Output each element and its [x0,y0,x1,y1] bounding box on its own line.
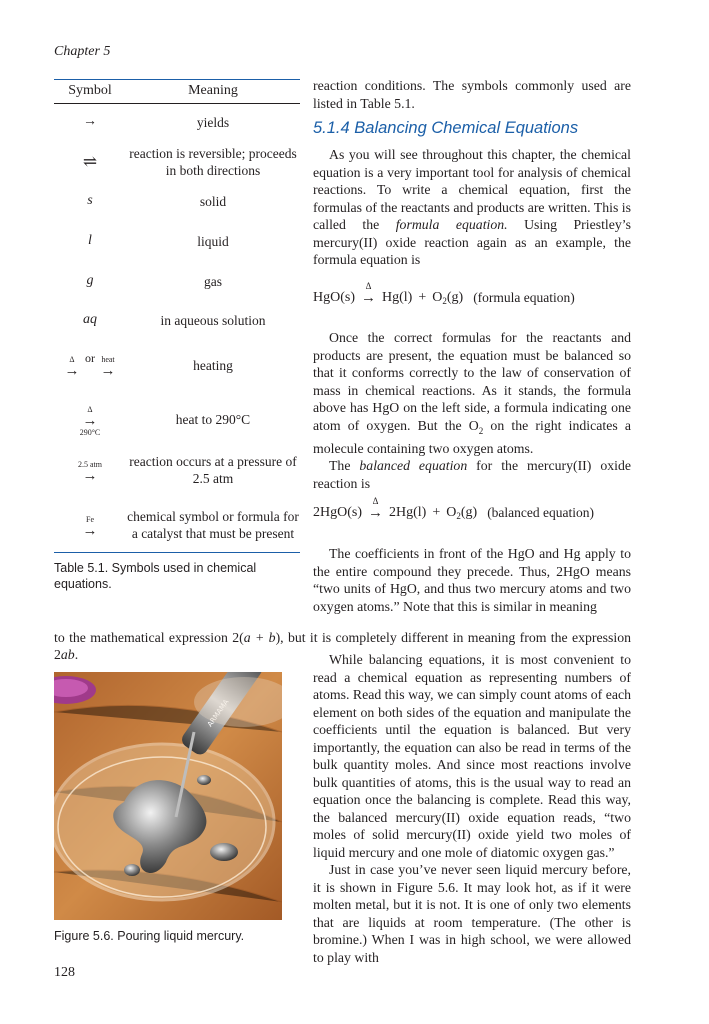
table-caption: Table 5.1. Symbols used in chemical equations. [54,561,257,591]
balanced-equation: 2HgO(s) Δ → 2Hg(l) + O $_2$ (g) (balanced equation) [313,496,595,521]
table-top-rule [54,79,300,80]
symbol-cell: aq [83,312,97,327]
paragraph-coefficients: The coefficients in front of the HgO and Hg apply to the entire compound they precede. Thus, 2HgO means “two units of HgO, and thus two mercury atoms and two oxygen atoms.” Note that this is similar in meaning [313,546,631,614]
symbol-cell: ⇌ [82,152,98,171]
table-row [54,399,300,439]
table-row [54,347,300,383]
intro-paragraph: reaction conditions. The symbols commonly used are listed in Table 5.1. [313,78,631,111]
meaning-cell: reaction occurs at a pressure of 2.5 atm [129,454,297,486]
table-row [54,190,300,212]
catalyst-arrow-symbol: Fe → [82,515,98,539]
symbol-cell: s [87,193,93,208]
table-header-symbol: Symbol [68,83,112,98]
table-row [54,309,300,331]
paragraph-moles: While balancing equations, it is most convenient to read a chemical equation as representing numbers of atoms. Read this way, we can simply count atoms of each element on both sides of the equation and manipulate the coefficients until the equation is balanced. But very importantly, the equation can also be read in terms of the bulk quantity moles. And since most reactions involve bulk quantities of atoms, this is the usual way to read an equation once the balancing is complete. Read this way, the balanced mercury(II) oxide equation reads, “two moles of solid mercury(II) oxide yield two moles of liquid mercury and one mole of diatomic oxygen gas.” Just in case you’ve never seen liquid mercury before, it is shown in Figure 5.6. It may look hot, as if it were molten metal, but it is not. It is one of only two elements that are liquids at room temperature. (The other is bromine.) When I was in high school, we were allowed to play with [313,652,631,965]
heat-label-arrow-symbol: heat → [100,355,116,379]
vial-label: ARMAMA [205,698,231,729]
paragraph-coefficients-wide: to the mathematical expression 2(a + b), but it is completely different in meaning from the expression 2ab. [54,629,632,663]
table-header-rule [54,103,300,104]
symbol-cell [54,511,126,539]
meaning-cell: solid [199,193,227,209]
meaning-cell: gas [204,273,222,289]
meaning-cell: heat to 290°C [175,411,251,427]
meaning-cell: reaction is reversible; proceeds in both directions [129,146,297,178]
meaning-cell: chemical symbol or formula for a catalyst that must be present [127,509,299,541]
table-row [54,451,300,489]
heat-arrow-symbol: Δ → [64,355,80,379]
table-row [54,230,300,252]
symbol-cell: l [88,233,92,248]
meaning-cell: heating [193,357,233,373]
meaning-cell: in aqueous solution [160,312,266,328]
figure-caption: Figure 5.6. Pouring liquid mercury. [54,929,245,943]
chapter-header: Chapter 5 [54,44,111,59]
paragraph-conservation: Once the correct formulas for the reactants and products are present, the equation must be balanced so that it conforms correctly to the law of conservation of mass in chemical reactions. As it stands, the formula above has HgO on the left side, a formula indicating one atom of oxygen. But the $O_2$ on the right indicates a molecule containing two oxygen atoms. The balanced equation for the mercury(II) oxide reaction is [313,330,631,491]
paragraph-formula-equation: As you will see throughout this chapter, the chemical equation is a very important tool for analysis of chemical reactions. To write a chemical equation, first the formulas of the reactants and products are written. This is called the formula equation. Using Priestley’s mercury(II) oxide reaction again as an example, the formula equation is [313,147,631,267]
page-number: 128 [54,965,75,980]
meaning-cell: liquid [197,233,229,249]
symbol-cell [54,401,126,437]
heat-arrow: Δ → [361,281,376,306]
mercury-photo-illustration [54,672,282,920]
table-row [54,499,300,551]
formula-equation: HgO(s) Δ → Hg(l) + O $_2$ (g) (formula equation) [313,281,575,306]
table-row [54,143,300,181]
table-bottom-rule [54,552,300,553]
symbol-cell [54,351,126,379]
or-text: or [85,351,95,365]
section-title: 5.1.4 Balancing Chemical Equations [313,119,579,137]
table-row [54,111,300,133]
symbol-cell [54,456,126,484]
mercury-photo [54,672,282,920]
heat-temp-arrow-symbol: Δ → 290°C [79,405,101,437]
symbol-cell: g [86,273,94,288]
table-header-meaning: Meaning [188,83,238,98]
heat-arrow: Δ → [368,496,383,521]
symbol-cell: → [83,114,97,129]
meaning-cell: yields [196,114,230,130]
pressure-arrow-symbol: 2.5 atm → [78,460,102,484]
table-row [54,270,300,292]
